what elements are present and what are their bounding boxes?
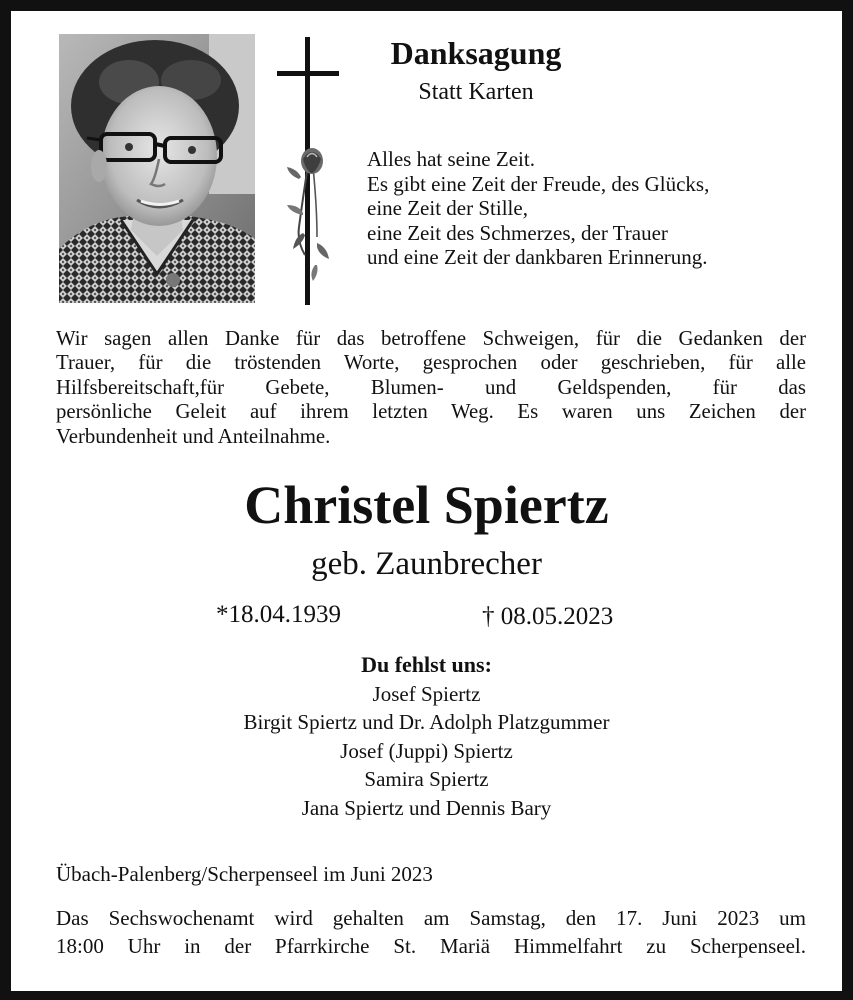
poem-line: eine Zeit des Schmerzes, der Trauer <box>367 220 668 245</box>
poem-line: Alles hat seine Zeit. <box>367 147 535 171</box>
mass-line: Das Sechswochenamt wird gehalten am Samstag, den 17. Juni 2023 um <box>56 906 806 930</box>
portrait-photo <box>59 34 255 303</box>
thanks-line: Hilfsbereitschaft,für Gebete, Blumen- und Geldspenden, für das <box>56 375 806 399</box>
thanks-line: Verbundenheit und Anteilnahme. <box>56 424 331 448</box>
thanks-line: Wir sagen allen Danke für das betroffene Schweigen, für die Gedanken der <box>56 327 806 350</box>
mourner-name: Josef (Juppi) Spiertz <box>340 738 513 763</box>
heading-danksagung: Danksagung <box>390 35 562 71</box>
death-date: † 08.05.2023 <box>482 603 614 630</box>
place-and-date: Übach-Palenberg/Scherpenseel im Juni 2023 <box>56 862 433 886</box>
poem-line: und eine Zeit der dankbaren Erinnerung. <box>367 245 708 269</box>
thanks-line: Trauer, für die tröstenden Worte, gesprochen oder geschrieben, für alle <box>56 351 806 375</box>
poem-line: eine Zeit der Stille, <box>367 196 528 220</box>
birth-name: geb. Zaunbrecher <box>311 546 542 582</box>
poem <box>367 147 827 270</box>
deceased-name: Christel Spiertz <box>244 475 609 535</box>
cross-with-rose <box>273 37 343 307</box>
birth-date: *18.04.1939 <box>216 601 341 628</box>
mass-line: 18:00 Uhr in der Pfarrkirche St. Mariä Himmelfahrt zu Scherpenseel. <box>56 934 806 958</box>
mourner-name: Samira Spiertz <box>364 767 489 791</box>
mourner-name: Birgit Spiertz und Dr. Adolph Platzgummer <box>243 710 610 734</box>
poem-line: Es gibt eine Zeit der Freude, des Glücks, <box>367 171 710 196</box>
mourners-title: Du fehlst uns: <box>361 652 492 677</box>
memorial-mass-notice <box>56 904 806 960</box>
mourner-name: Jana Spiertz und Dennis Bary <box>301 795 552 820</box>
mourners-list <box>11 651 842 822</box>
thanks-paragraph <box>56 327 806 449</box>
thanks-line: persönliche Geleit auf ihrem letzten Weg. Es waren uns Zeichen der <box>56 400 806 424</box>
subheading: Statt Karten <box>418 79 534 105</box>
mourner-name: Josef Spiertz <box>372 681 481 706</box>
